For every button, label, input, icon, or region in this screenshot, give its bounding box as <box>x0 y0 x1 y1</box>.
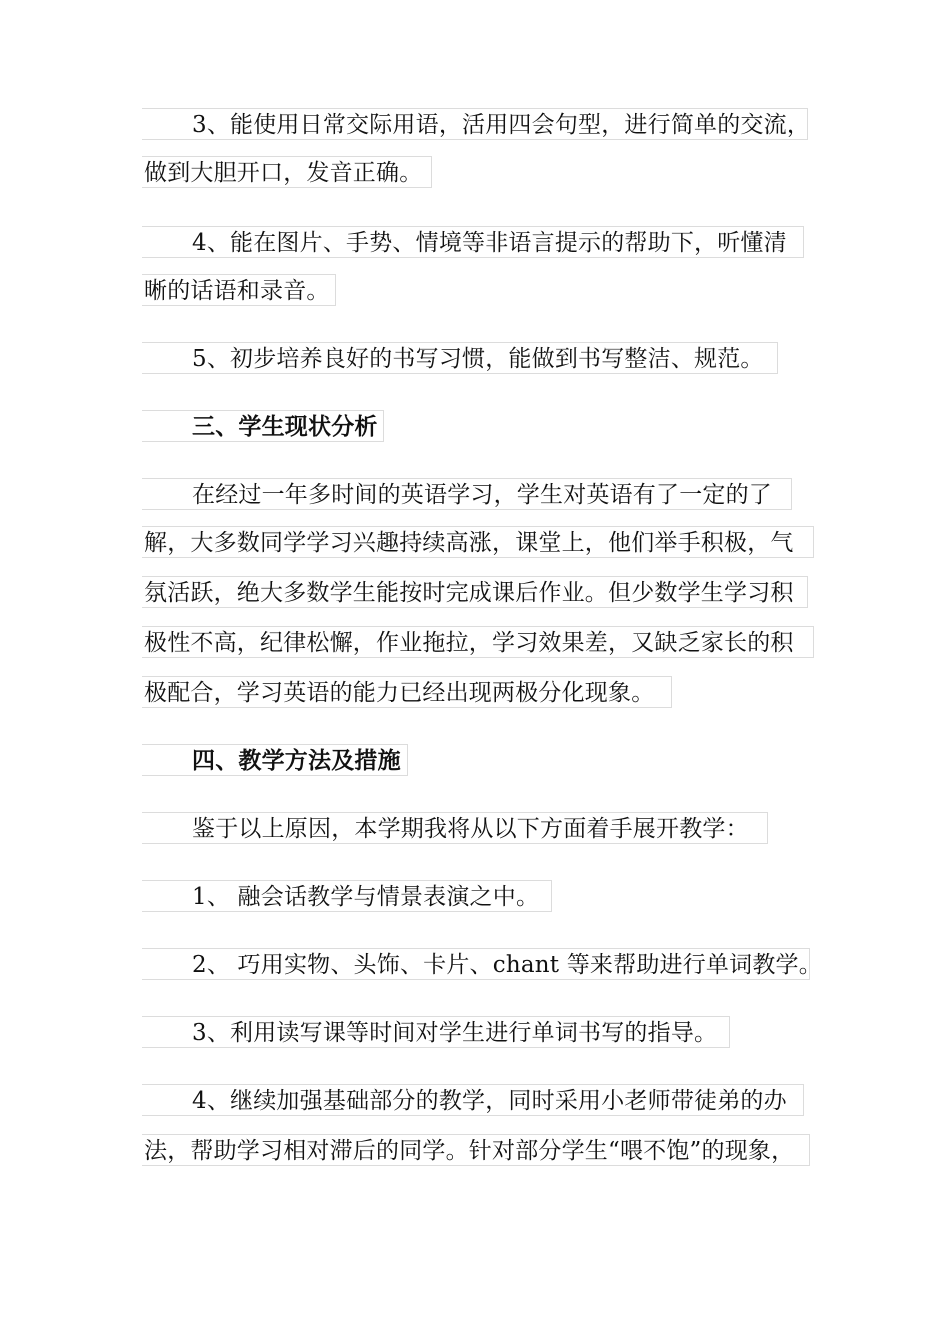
measures-intro: 鉴于以上原因，本学期我将从以下方面着手展开教学： <box>142 812 768 844</box>
analysis-line-4: 极性不高，纪律松懈，作业拖拉，学习效果差，又缺乏家长的积 <box>142 626 814 658</box>
paragraph-4-line-2: 晰的话语和录音。 <box>142 274 336 306</box>
paragraph-3-line-1: 3、能使用日常交际用语，活用四会句型，进行简单的交流， <box>142 108 808 140</box>
measure-item-1: 1、 融会话教学与情景表演之中。 <box>142 880 552 912</box>
measure-item-2: 2、 巧用实物、头饰、卡片、chant 等来帮助进行单词教学。 <box>142 948 810 980</box>
measure-item-4-line-2: 法，帮助学习相对滞后的同学。针对部分学生“喂不饱”的现象， <box>142 1134 810 1166</box>
measure-item-4-line-1: 4、继续加强基础部分的教学，同时采用小老师带徒弟的办 <box>142 1084 804 1116</box>
section-heading-3: 三、学生现状分析 <box>142 410 384 442</box>
paragraph-3-line-2: 做到大胆开口，发音正确。 <box>142 156 432 188</box>
paragraph-5: 5、初步培养良好的书写习惯，能做到书写整洁、规范。 <box>142 342 778 374</box>
section-heading-4: 四、教学方法及措施 <box>142 744 408 776</box>
analysis-line-1: 在经过一年多时间的英语学习，学生对英语有了一定的了 <box>142 478 792 510</box>
analysis-line-2: 解，大多数同学学习兴趣持续高涨，课堂上，他们举手积极，气 <box>142 526 814 558</box>
analysis-line-3: 氛活跃，绝大多数学生能按时完成课后作业。但少数学生学习积 <box>142 576 808 608</box>
measure-item-3: 3、利用读写课等时间对学生进行单词书写的指导。 <box>142 1016 730 1048</box>
paragraph-4-line-1: 4、能在图片、手势、情境等非语言提示的帮助下，听懂清 <box>142 226 804 258</box>
analysis-line-5: 极配合，学习英语的能力已经出现两极分化现象。 <box>142 676 672 708</box>
